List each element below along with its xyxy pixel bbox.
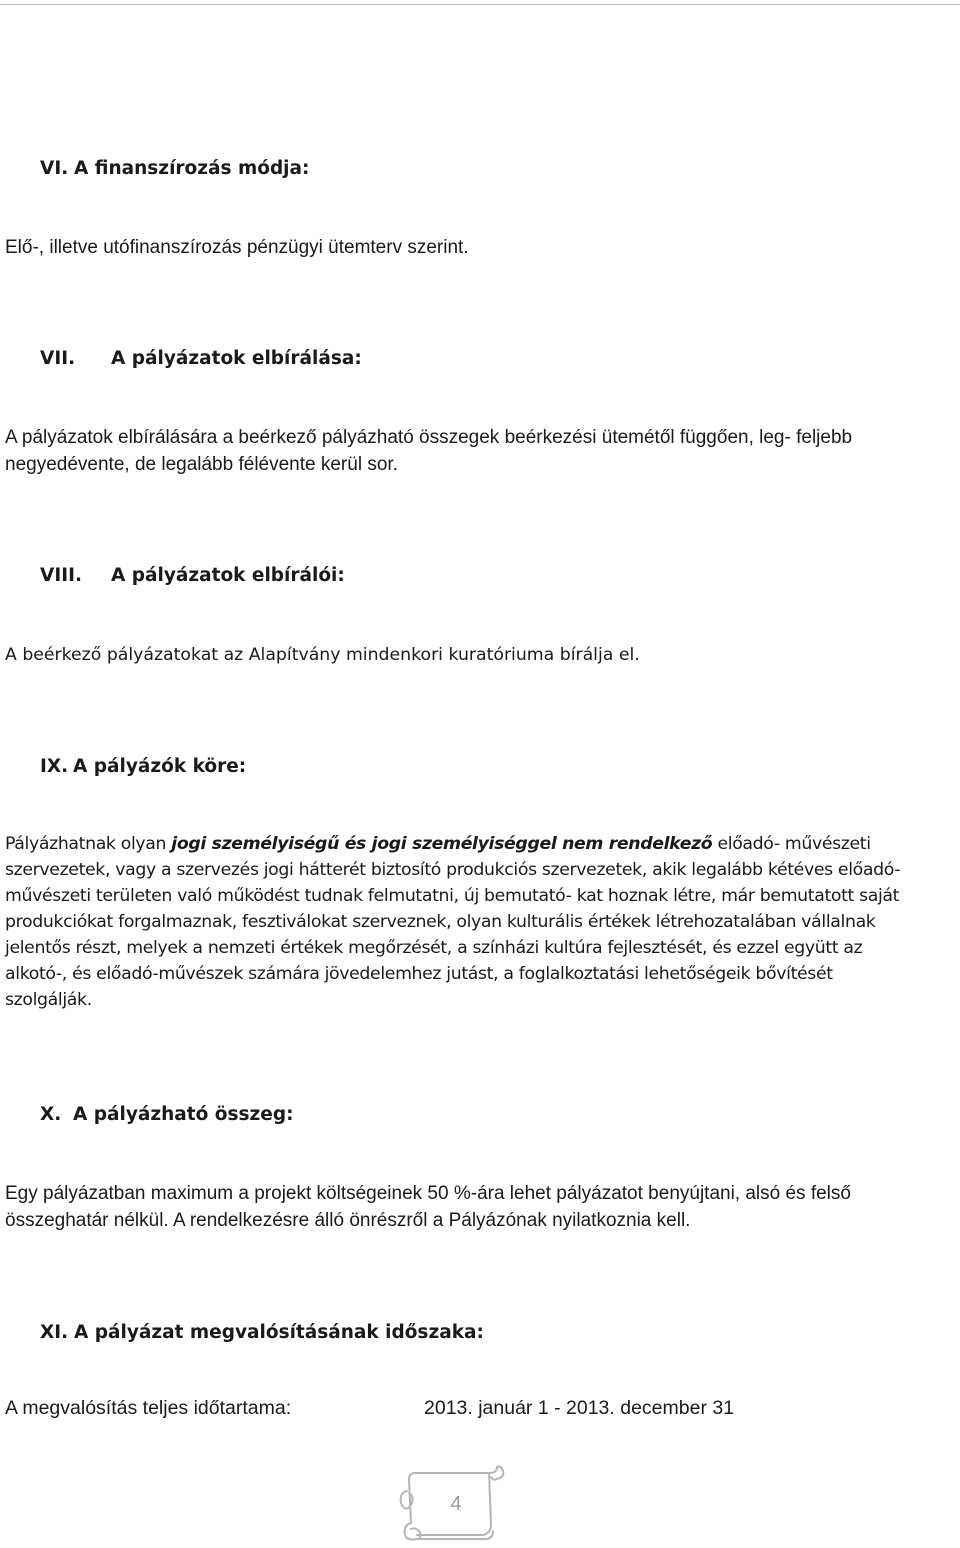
section-number: XI. xyxy=(40,1322,69,1343)
section-title: A pályázók köre: xyxy=(73,756,247,777)
duration-label: A megvalósítás teljes időtartama: xyxy=(5,1397,292,1419)
body-emphasis: jogi személyiségű és jogi személyiséggel nem rendelkező xyxy=(171,834,713,854)
section-number: IX. xyxy=(40,756,69,777)
top-rule xyxy=(0,4,960,5)
duration-row xyxy=(5,1397,735,1420)
body-text: Pályázhatnak olyan xyxy=(5,834,172,854)
section-title: A pályázható összeg: xyxy=(73,1104,294,1125)
section-title: A pályázatok elbírálói: xyxy=(111,565,345,586)
section-number: VI. xyxy=(40,158,69,179)
section-heading-ix xyxy=(40,756,246,777)
section-title: A pályázatok elbírálása: xyxy=(111,348,362,369)
section-heading-x xyxy=(40,1104,293,1125)
section-body-x: Egy pályázatban maximum a projekt költségeinek 50 %-ára lehet pályázatot benyújtani, alsó és felső összeghatár nélkül. A rendelkezésre álló önrészről a Pályázónak nyilatkoznia kell. xyxy=(5,1183,851,1231)
section-body-vii: A pályázatok elbírálására a beérkező pályázható összegek beérkezési ütemétől függően, leg- feljebb negyedévente, de legalább félévente kerül sor. xyxy=(5,427,853,475)
section-heading-viii xyxy=(40,565,345,586)
section-number: X. xyxy=(40,1104,62,1125)
section-heading-vi xyxy=(40,158,309,179)
section-body-viii: A beérkező pályázatokat az Alapítvány mindenkori kuratóriuma bírálja el. xyxy=(5,645,640,665)
section-number: VII. xyxy=(40,348,76,369)
section-title: A pályázat megvalósításának időszaka: xyxy=(74,1322,484,1343)
section-body-ix xyxy=(5,831,907,1013)
section-number: VIII. xyxy=(40,565,82,586)
section-heading-vii xyxy=(40,348,362,369)
body-text: előadó- művészeti szervezetek, vagy a szervezés jogi hátterét biztosító produkciós szervezetek, akik legalább kétéves előadó-művészeti területen való működést tudnak felmutatni, új bemutató- kat hoznak létre, már bemutatott saját produkciókat forgalmaznak, fesztiválokat szerveznek, olyan kulturális értékek létrehozatalában vállalnak jelentős részt, melyek a nemzeti értékek megőrzését, a színházi kultúra fejlesztését, és ezzel együtt az alkotó-, és előadó-művészek számára jövedelemhez jutást, a foglalkoztatási lehetőségeik bővítését szolgálják. xyxy=(5,834,901,1010)
section-body-vi: Elő-, illetve utófinanszírozás pénzügyi ütemterv szerint. xyxy=(5,237,469,258)
section-heading-xi xyxy=(40,1322,484,1343)
section-title: A finanszírozás módja: xyxy=(74,158,310,179)
page-number: 4 xyxy=(450,1493,462,1515)
duration-value: 2013. január 1 - 2013. december 31 xyxy=(424,1397,735,1419)
